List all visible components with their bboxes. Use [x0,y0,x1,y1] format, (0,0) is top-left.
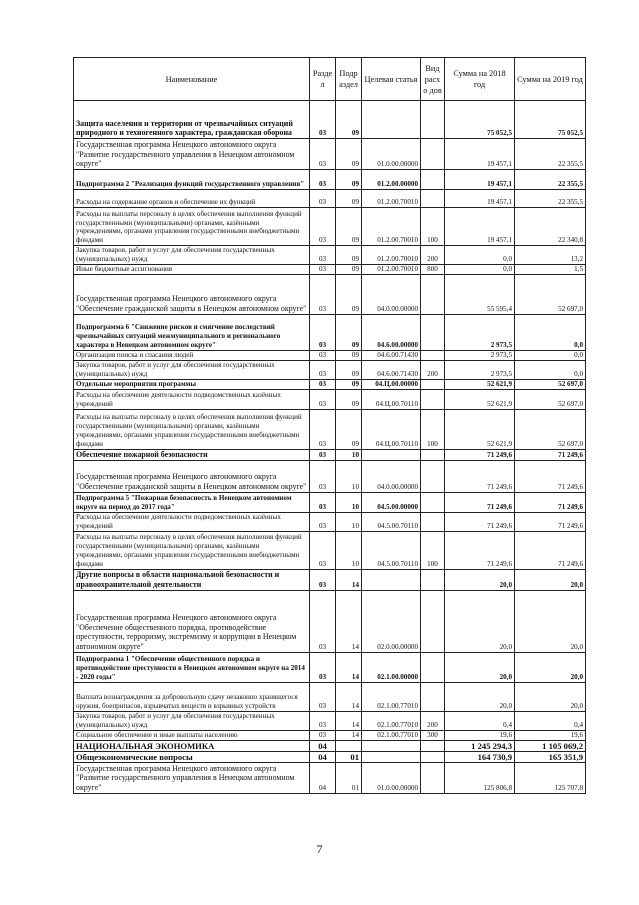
cell-sum2018: 19,6 [445,730,515,740]
cell-sum2019: 71 249,6 [515,449,586,460]
cell-name: Другие вопросы в области национальной безопасности и правоохранительной деятельности [74,569,310,590]
cell-name: Подпрограмма 5 "Пожарная безопасность в Ненецком автономном округе на период до 2017 года" [74,492,310,512]
cell-sum2019: 0,0 [515,360,586,379]
cell-vid [421,170,445,190]
cell-vid [421,751,445,762]
cell-razdel: 03 [310,274,336,314]
cell-razdel: 03 [310,460,336,492]
cell-name: Расходы на содержание органов и обеспечение их функций [74,190,310,208]
cell-podrazdel: 14 [336,569,362,590]
cell-sum2018: 71 249,6 [445,460,515,492]
table-row [74,409,586,449]
table-row [74,389,586,409]
cell-name: НАЦИОНАЛЬНАЯ ЭКОНОМИКА [74,740,310,751]
cell-sum2018: 71 249,6 [445,449,515,460]
table-header-row [74,58,586,101]
table-row [74,350,586,360]
cell-sum2019: 125 707,8 [515,762,586,793]
cell-razdel: 03 [310,170,336,190]
cell-sum2019: 75 052,5 [515,101,586,139]
cell-name: Подпрограмма 1 "Обеспечение общественного порядка и противодействие преступности в Ненецком автономном округе на 2014 - 2020 годы" [74,652,310,682]
cell-razdel: 03 [310,190,336,208]
cell-target: 02.1.00.77010 [362,730,421,740]
table-row [74,274,586,314]
cell-target: 01.2.00.70010 [362,264,421,274]
cell-vid: 100 [421,409,445,449]
cell-sum2019: 71 249,6 [515,492,586,512]
budget-table-container [73,57,585,794]
table-row [74,190,586,208]
cell-sum2018: 52 621,9 [445,389,515,409]
cell-sum2018: 0,0 [445,264,515,274]
table-row [74,512,586,531]
cell-name: Обеспечение пожарной безопасности [74,449,310,460]
cell-vid [421,274,445,314]
cell-razdel: 03 [310,492,336,512]
cell-name: Отдельные мероприятия программы [74,379,310,389]
cell-sum2019: 52 697,0 [515,274,586,314]
cell-sum2018: 0,4 [445,711,515,730]
cell-razdel: 03 [310,590,336,652]
cell-sum2019: 20,0 [515,682,586,711]
cell-vid [421,652,445,682]
cell-podrazdel [336,740,362,751]
cell-podrazdel: 10 [336,531,362,569]
cell-vid [421,590,445,652]
cell-razdel: 04 [310,740,336,751]
cell-razdel: 04 [310,762,336,793]
cell-podrazdel: 09 [336,139,362,170]
cell-name: Подпрограмма 6 "Снижение рисков и смягчение последствий чрезвычайных ситуаций межмуниципального и регионального характера в Ненецком автономном округе" [74,314,310,350]
table-row [74,208,586,246]
cell-name: Закупка товаров, работ и услуг для обеспечения государственных (муниципальных) нужд [74,360,310,379]
cell-name: Защита населения и территории от чрезвычайных ситуаций природного и техногенного характера, гражданская оборона [74,101,310,139]
cell-razdel: 03 [310,379,336,389]
cell-sum2019: 1 105 069,2 [515,740,586,751]
cell-target: 04.Ц.00.00000 [362,379,421,389]
cell-target: 04.5.00.00000 [362,492,421,512]
cell-vid [421,350,445,360]
cell-vid [421,762,445,793]
cell-razdel: 03 [310,264,336,274]
cell-sum2018: 20,0 [445,682,515,711]
cell-vid [421,492,445,512]
cell-podrazdel: 14 [336,682,362,711]
header-vid: Вид расхо дов [421,58,445,101]
page-number: 7 [316,842,323,856]
table-row [74,460,586,492]
cell-podrazdel: 09 [336,101,362,139]
header-sum2019: Сумма на 2019 год [515,58,586,101]
cell-name: Государственная программа Ненецкого автономного округа "Обеспечение общественного порядка, противодействие преступности, терроризму, экстремизму и коррупции в Ненецком автономном округе" [74,590,310,652]
cell-razdel: 03 [310,139,336,170]
cell-target: 01.0.00.00000 [362,139,421,170]
cell-podrazdel: 09 [336,350,362,360]
cell-sum2019: 22 355,5 [515,139,586,170]
cell-target: 04.6.00.71430 [362,360,421,379]
cell-razdel: 03 [310,409,336,449]
cell-razdel: 03 [310,360,336,379]
cell-vid: 200 [421,246,445,265]
cell-sum2019: 20,0 [515,569,586,590]
cell-name: Организация поиска и спасания людей [74,350,310,360]
cell-target [362,751,421,762]
cell-sum2018: 19 457,1 [445,208,515,246]
cell-podrazdel: 09 [336,264,362,274]
cell-sum2019: 22 340,8 [515,208,586,246]
cell-target: 02.0.00.00000 [362,590,421,652]
table-row [74,740,586,751]
cell-sum2019: 0,0 [515,350,586,360]
header-razdel: Разде л [310,58,336,101]
cell-vid [421,101,445,139]
table-row [74,139,586,170]
cell-name: Закупка товаров, работ и услуг для обеспечения государственных (муниципальных) нужд [74,711,310,730]
cell-vid [421,512,445,531]
cell-sum2019: 71 249,6 [515,512,586,531]
cell-razdel: 03 [310,101,336,139]
table-row [74,652,586,682]
cell-target: 04.6.00.71430 [362,350,421,360]
cell-sum2018: 0,0 [445,246,515,265]
cell-vid [421,740,445,751]
cell-razdel: 03 [310,730,336,740]
table-row [74,264,586,274]
cell-razdel: 03 [310,246,336,265]
cell-vid [421,314,445,350]
cell-sum2019: 19,6 [515,730,586,740]
table-row [74,531,586,569]
cell-podrazdel: 10 [336,492,362,512]
cell-sum2019: 22 355,5 [515,170,586,190]
cell-name: Расходы на выплаты персоналу в целях обеспечения выполнения функций государственными (муниципальными) органами, казёнными учреждениями, органами управления государственными внебюджетными фондами [74,531,310,569]
cell-target: 01.0.00.00000 [362,762,421,793]
cell-sum2019: 52 697,0 [515,409,586,449]
cell-sum2018: 52 621,9 [445,409,515,449]
cell-sum2018: 19 457,1 [445,170,515,190]
cell-name: Государственная программа Ненецкого автономного округа "Развитие государственного управления в Ненецком автономном округе" [74,762,310,793]
cell-sum2019: 13,2 [515,246,586,265]
cell-podrazdel: 14 [336,652,362,682]
cell-podrazdel: 09 [336,360,362,379]
cell-name: Расходы на обеспечение деятельности подведомственных казённых учреждений [74,389,310,409]
table-row [74,730,586,740]
cell-sum2018: 2 973,5 [445,314,515,350]
cell-sum2019: 71 249,6 [515,531,586,569]
header-sum2018: Сумма на 2018 год [445,58,515,101]
header-podrazdel: Подр аздел [336,58,362,101]
cell-podrazdel: 09 [336,314,362,350]
cell-razdel: 03 [310,350,336,360]
cell-target [362,569,421,590]
cell-name: Подпрограмма 2 "Реализация функций государственного управления" [74,170,310,190]
table-row [74,170,586,190]
table-row [74,314,586,350]
cell-podrazdel: 10 [336,460,362,492]
cell-sum2019: 20,0 [515,652,586,682]
cell-name: Государственная программа Ненецкого автономного округа "Развитие государственного управления в Ненецком автономном округе" [74,139,310,170]
cell-vid: 200 [421,711,445,730]
cell-sum2018: 71 249,6 [445,531,515,569]
table-row [74,360,586,379]
cell-sum2018: 71 249,6 [445,492,515,512]
cell-sum2018: 19 457,1 [445,139,515,170]
cell-sum2018: 55 595,4 [445,274,515,314]
cell-sum2019: 165 351,9 [515,751,586,762]
cell-target: 04.Ц.00.70110 [362,409,421,449]
cell-sum2018: 75 052,5 [445,101,515,139]
cell-razdel: 03 [310,389,336,409]
cell-name: Государственная программа Ненецкого автономного округа "Обеспечение гражданской защиты в Ненецком автономном округе" [74,274,310,314]
table-body [74,101,586,794]
cell-razdel: 03 [310,652,336,682]
cell-sum2019: 0,4 [515,711,586,730]
cell-razdel: 03 [310,208,336,246]
cell-razdel: 03 [310,449,336,460]
cell-vid [421,139,445,170]
table-row [74,379,586,389]
cell-name: Закупка товаров, работ и услуг для обеспечения государственных (муниципальных) нужд [74,246,310,265]
cell-name: Общеэкономические вопросы [74,751,310,762]
cell-target: 04.Ц.00.70110 [362,389,421,409]
cell-target: 04.0.00.00000 [362,460,421,492]
cell-sum2019: 0,0 [515,314,586,350]
cell-sum2019: 1,5 [515,264,586,274]
cell-podrazdel: 14 [336,730,362,740]
cell-name: Государственная программа Ненецкого автономного округа "Обеспечение гражданской защиты в Ненецком автономном округе" [74,460,310,492]
cell-name: Социальное обеспечение и иные выплаты населению [74,730,310,740]
cell-target [362,740,421,751]
cell-sum2018: 20,0 [445,569,515,590]
cell-sum2018: 164 730,9 [445,751,515,762]
cell-podrazdel: 09 [336,246,362,265]
cell-podrazdel: 10 [336,449,362,460]
cell-vid: 100 [421,208,445,246]
cell-sum2018: 20,0 [445,652,515,682]
cell-vid: 100 [421,531,445,569]
cell-sum2018: 20,0 [445,590,515,652]
cell-vid [421,449,445,460]
table-row [74,492,586,512]
table-row [74,682,586,711]
cell-target: 02.1.00.77010 [362,682,421,711]
cell-sum2019: 71 249,6 [515,460,586,492]
cell-target: 01.2.00.70010 [362,190,421,208]
table-row [74,101,586,139]
table-row [74,751,586,762]
header-target: Целевая статья [362,58,421,101]
table-row [74,246,586,265]
cell-sum2019: 52 697,0 [515,389,586,409]
cell-podrazdel: 09 [336,190,362,208]
cell-sum2018: 52 621,9 [445,379,515,389]
cell-sum2018: 19 457,1 [445,190,515,208]
cell-vid [421,682,445,711]
cell-target: 04.0.00.00000 [362,274,421,314]
header-name: Наименование [74,58,310,101]
cell-target: 02.1.00.77010 [362,711,421,730]
cell-vid [421,190,445,208]
cell-razdel: 03 [310,512,336,531]
cell-target: 02.1.00.00000 [362,652,421,682]
cell-sum2019: 52 697,0 [515,379,586,389]
cell-vid [421,389,445,409]
cell-sum2018: 125 806,8 [445,762,515,793]
cell-podrazdel: 09 [336,274,362,314]
cell-podrazdel: 14 [336,590,362,652]
table-row [74,569,586,590]
cell-sum2018: 1 245 294,3 [445,740,515,751]
cell-sum2019: 22 355,5 [515,190,586,208]
cell-target: 01.2.00.00000 [362,170,421,190]
cell-razdel: 03 [310,531,336,569]
cell-target: 01.2.00.70010 [362,208,421,246]
cell-razdel: 03 [310,682,336,711]
cell-name: Расходы на выплаты персоналу в целях обеспечения выполнения функций государственными (муниципальными) органами, казёнными учреждениями, органами управления государственными внебюджетными фондами [74,208,310,246]
cell-vid: 200 [421,360,445,379]
cell-sum2019: 20,0 [515,590,586,652]
cell-name: Иные бюджетные ассигнования [74,264,310,274]
cell-vid [421,460,445,492]
cell-razdel: 03 [310,314,336,350]
cell-podrazdel: 09 [336,208,362,246]
cell-podrazdel: 01 [336,751,362,762]
table-row [74,590,586,652]
cell-target [362,101,421,139]
table-row [74,762,586,793]
cell-podrazdel: 01 [336,762,362,793]
cell-razdel: 03 [310,569,336,590]
cell-name: Расходы на обеспечение деятельности подведомственных казённых учреждений [74,512,310,531]
cell-name: Расходы на выплаты персоналу в целях обеспечения выполнения функций государственными (муниципальными) органами, казёнными учреждениями, органами управления государственными внебюджетными фондами [74,409,310,449]
budget-table [73,57,586,794]
cell-razdel: 03 [310,711,336,730]
cell-podrazdel: 10 [336,512,362,531]
cell-podrazdel: 14 [336,711,362,730]
cell-target: 01.2.00.70010 [362,246,421,265]
table-row [74,711,586,730]
cell-podrazdel: 09 [336,389,362,409]
cell-vid: 300 [421,730,445,740]
cell-target: 04.5.00.70110 [362,531,421,569]
cell-podrazdel: 09 [336,379,362,389]
cell-vid: 800 [421,264,445,274]
cell-name: Выплата вознаграждения за добровольную сдачу незаконно хранящегося оружия, боеприпасов, взрывчатых веществ и взрывных устройств [74,682,310,711]
cell-sum2018: 71 249,6 [445,512,515,531]
cell-razdel: 04 [310,751,336,762]
cell-podrazdel: 09 [336,409,362,449]
cell-target: 04.5.00.70110 [362,512,421,531]
table-row [74,449,586,460]
cell-podrazdel: 09 [336,170,362,190]
cell-vid [421,569,445,590]
cell-sum2018: 2 973,5 [445,350,515,360]
cell-target: 04.6.00.00000 [362,314,421,350]
cell-sum2018: 2 973,5 [445,360,515,379]
cell-vid [421,379,445,389]
cell-target [362,449,421,460]
